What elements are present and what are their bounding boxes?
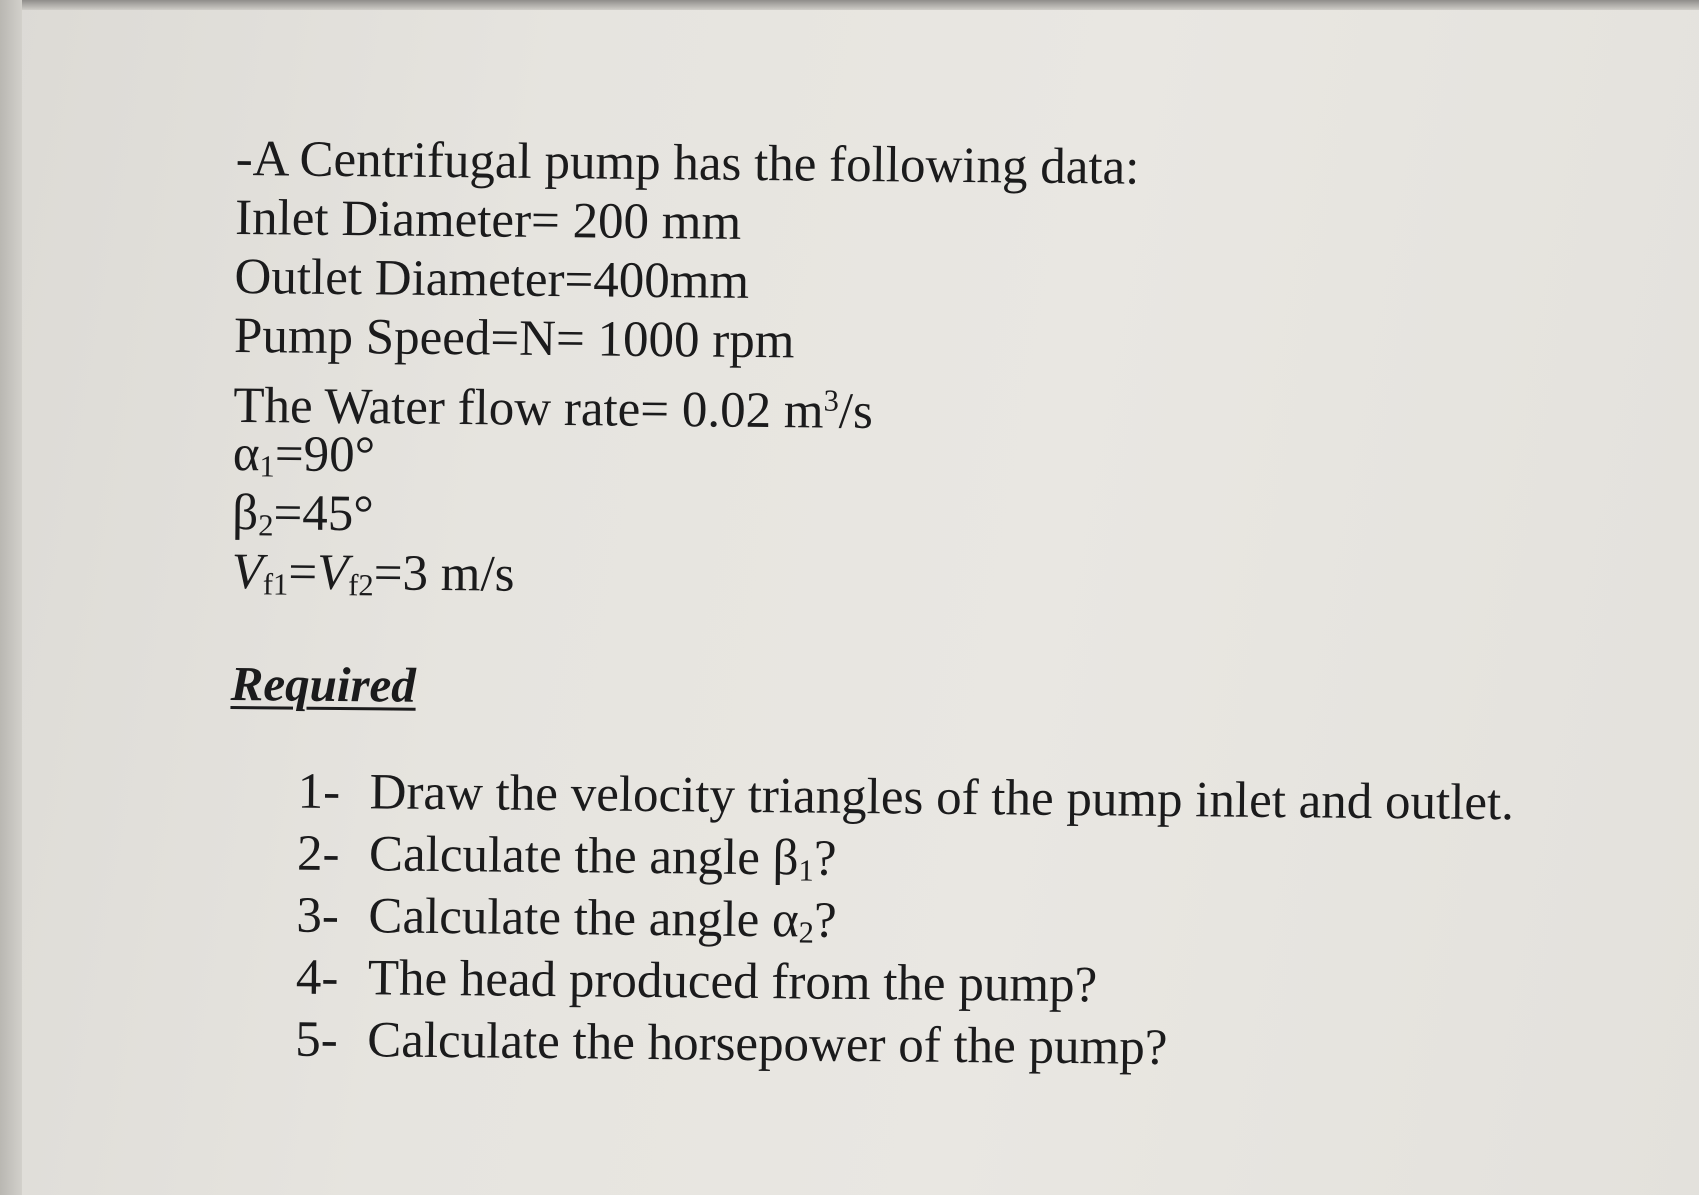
inlet-diameter-line: Inlet Diameter= 200 mm bbox=[234, 189, 742, 251]
vf-value: =3 m/s bbox=[373, 545, 515, 603]
intro-line: -A Centrifugal pump has the following data: bbox=[235, 130, 1140, 196]
outlet-diameter-line: Outlet Diameter=400mm bbox=[234, 248, 750, 310]
pump-speed-line: Pump Speed=N= 1000 rpm bbox=[233, 307, 795, 370]
monitor-bezel-top bbox=[0, 0, 1699, 10]
list-item-subscript: 2 bbox=[798, 915, 815, 950]
list-item-text bbox=[369, 823, 837, 889]
flow-rate-text: The Water flow rate= 0.02 m bbox=[233, 377, 824, 440]
list-item-text: Calculate the horsepower of the pump? bbox=[366, 1012, 1168, 1076]
beta-symbol: β bbox=[232, 484, 259, 542]
vf-equals: = bbox=[288, 544, 318, 601]
vf2-subscript: f2 bbox=[348, 568, 374, 603]
alpha-subscript: 1 bbox=[259, 449, 275, 484]
list-item-text bbox=[368, 885, 837, 951]
list-item-text: Draw the velocity triangles of the pump inlet and outlet. bbox=[369, 764, 1515, 832]
required-heading: Required bbox=[230, 655, 417, 713]
list-item-number: 1- bbox=[297, 763, 341, 821]
flow-rate-line bbox=[233, 366, 1654, 439]
list-item-number: 4- bbox=[295, 949, 339, 1007]
beta-value: =45° bbox=[273, 485, 375, 543]
list-item-tail: ? bbox=[813, 830, 837, 887]
list-item-tail: ? bbox=[813, 892, 837, 949]
problem-document bbox=[227, 130, 1656, 1084]
alpha-symbol: α bbox=[232, 425, 260, 483]
list-item-number: 2- bbox=[296, 825, 340, 883]
flow-rate-unit: /s bbox=[838, 383, 874, 440]
list-item-main: Calculate the angle α bbox=[368, 888, 800, 949]
flow-rate-exponent: 3 bbox=[823, 383, 840, 418]
list-item-subscript: 1 bbox=[798, 853, 814, 888]
list-item-number: 5- bbox=[295, 1011, 339, 1069]
vf1-subscript: f1 bbox=[262, 567, 289, 602]
beta-subscript: 2 bbox=[257, 508, 274, 543]
list-item-main: Calculate the angle β bbox=[368, 826, 799, 887]
list-item-text: The head produced from the pump? bbox=[367, 950, 1098, 1014]
vf2-symbol: V bbox=[316, 544, 349, 602]
required-list bbox=[295, 761, 1650, 1084]
list-item-number: 3- bbox=[296, 887, 340, 945]
vf1-symbol: V bbox=[231, 543, 264, 601]
alpha-value: =90° bbox=[274, 426, 376, 484]
list-item bbox=[295, 1009, 1648, 1084]
monitor-bezel-left bbox=[0, 0, 22, 1195]
